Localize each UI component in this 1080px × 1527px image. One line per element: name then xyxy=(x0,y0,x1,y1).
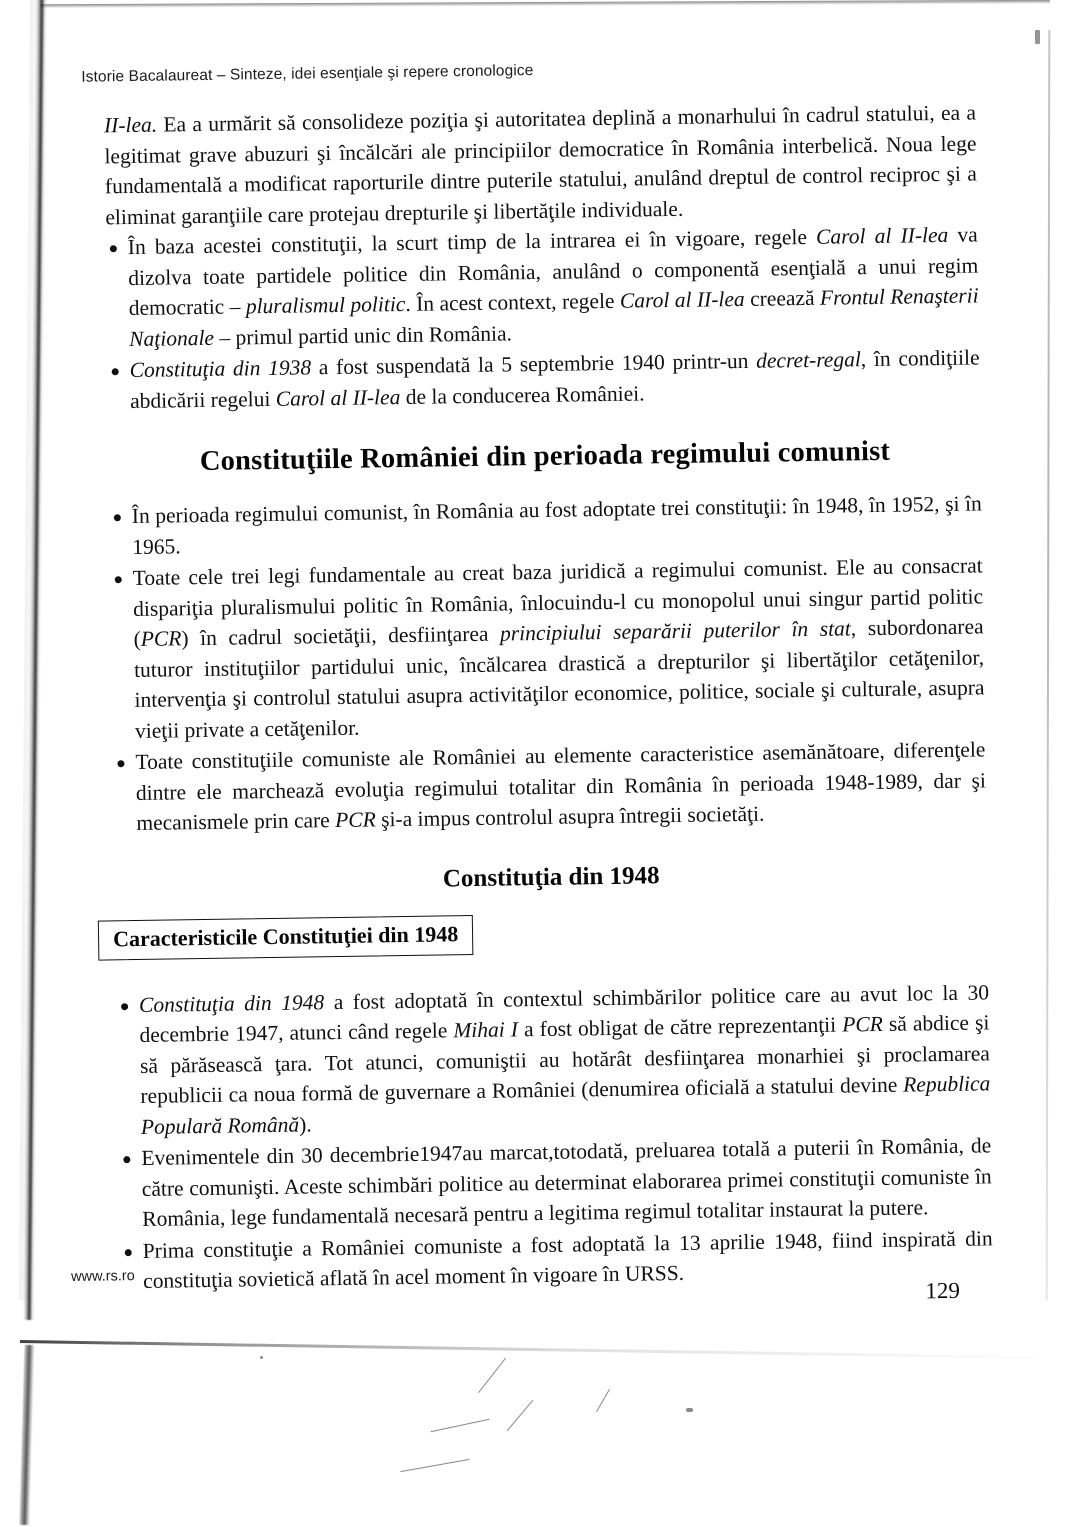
bullet-text: , în condiţiile abdicării regelui xyxy=(129,345,980,413)
bullet-text: În perioada regimului comunist, în România au fost adoptate trei constituţii: în 1948, în 1952, şi în 1965. xyxy=(131,491,982,559)
intro-text: Ea a urmărit să consolideze poziţia şi autoritatea deplină a monarhului în cadrul statului, ea a legitimat grave abuzuri şi încălcări ale principiilor democratice în România interbelică. Noua lege fundamentală a modificat raporturile dintre puterile statului, anulând dreptul de control reciproc şi a eliminat garanţiile care protejau drepturile şi libertăţile individuale. xyxy=(104,100,978,229)
bullet-text: a fost suspendată la 5 septembrie 1940 printr-un xyxy=(310,348,757,380)
bullet-text: să abdice şi să părăsească ţara. Tot atunci, comuniştii au hotărât desfiinţarea monarhiei şi proclamarea republicii ca noua formă de guvernare a României (denumirea oficială a statului devine xyxy=(139,1010,991,1108)
bullet-text: ) în cadrul societăţii, desfiinţarea xyxy=(181,621,501,651)
bullet-text: Prima constituţie a României comuniste a fost adoptată la 13 aprilie 1948, fiind inspirată din constituţia sovietică aflată în acel moment în vigoare în URSS. xyxy=(142,1225,993,1293)
list-item xyxy=(120,1223,993,1297)
list-item xyxy=(113,734,986,838)
bullet-italic: Mihai I xyxy=(453,1017,519,1043)
bullet-italic: decret-regal xyxy=(755,347,862,373)
bullet-list-top xyxy=(106,219,981,416)
bullet-italic: PCR xyxy=(842,1011,884,1037)
bullet-italic: principiului separării puterilor în stat xyxy=(499,616,851,646)
bullet-italic: Carol al II-lea xyxy=(619,286,745,313)
bullet-italic: Republica Populară Română xyxy=(140,1071,991,1139)
bullet-text: Toate constituţiile comuniste ale României au elemente caracteristice asemănătoare, diferenţele dintre ele marchează evoluţia regimului totalitar din România în perioada 1948-1989, dar şi mecanismele prin care xyxy=(135,737,987,836)
sub-title: Constituţia din 1948 xyxy=(442,861,660,892)
footer-url: www.rs.ro xyxy=(70,1268,135,1286)
bullet-text: Evenimentele din 30 decembrie1947au marcat,totodată, preluarea totală a puterii în România, de către comunişti. Aceste schimbări politice au determinat elaborarea primei constituţii comuniste în România, lege fundamentală necesară pentru a legitima regimul totalitar instaurat la putere. xyxy=(141,1133,992,1231)
boxed-label: Caracteristicile Constituţiei din 1948 xyxy=(98,915,474,961)
bullet-italic: Constituţia din 1938 xyxy=(129,355,312,383)
bullet-italic: pluralismul politic xyxy=(245,291,406,319)
bullet-text: În baza acestei constituţii, la scurt timp de la intrarea ei în vigoare, regele xyxy=(127,224,817,260)
bullet-list-communist xyxy=(110,488,987,838)
section-title: Constituţiile României din perioada regimului comunist xyxy=(199,435,891,478)
bullet-text: , subordonarea tuturor instituţiilor partidului unic, încălcarea drastică a drepturilor şi libertăţilor cetăţenilor, intervenţia şi controlul statului asupra activităţilor economice, politice, sociale şi culturale, asupra vieţii private a cetăţenilor. xyxy=(133,614,985,743)
bullet-text: de la conducerea României. xyxy=(400,380,645,409)
bullet-list-1948 xyxy=(117,977,993,1297)
running-head: Istorie Bacalaureat – Sinteze, idei esenţiale şi repere cronologice xyxy=(81,62,534,86)
bullet-text: a fost adoptată în contextul schimbărilor politice care au avut loc la 30 decembrie 1947, atunci când regele xyxy=(139,979,990,1047)
intro-paragraph xyxy=(104,97,978,232)
list-item xyxy=(111,550,986,746)
text-column xyxy=(104,97,994,1297)
list-item xyxy=(119,1130,992,1234)
bullet-italic: PCR xyxy=(334,807,376,833)
list-item xyxy=(107,342,980,416)
bullet-text: va dizolva toate partidele politice din România, anulând o componentă esenţială a unui regim democratic – xyxy=(128,222,979,321)
intro-lead-italic: II-lea. xyxy=(103,112,158,138)
bullet-italic: Carol al II-lea xyxy=(275,384,401,411)
list-item xyxy=(110,488,983,562)
bullet-text: – primul partid unic din România. xyxy=(213,320,513,350)
list-item xyxy=(106,219,980,354)
bullet-text: . În acest context, regele xyxy=(405,288,621,316)
bullet-text: creează xyxy=(744,285,821,311)
page-number: 129 xyxy=(925,1277,961,1304)
bullet-italic: Constituţia din 1948 xyxy=(138,989,325,1017)
bullet-italic: Carol al II-lea xyxy=(815,222,949,249)
bullet-text: Toate cele trei legi fundamentale au creat baza juridică a regimului comunist. Ele au consacrat dispariţia pluralismului politic în România, înlocuindu-l cu monopolul unui singur partid politic ( xyxy=(132,553,984,652)
bullet-italic: Frontul Renaşterii Naţionale xyxy=(129,283,979,351)
list-item xyxy=(117,977,991,1142)
bullet-text: a fost obligat de către reprezentanţii xyxy=(517,1012,843,1042)
bullet-text: ). xyxy=(298,1111,312,1137)
bullet-italic: PCR xyxy=(140,626,182,651)
bullet-text: şi-a impus controlul asupra întregii societăţi. xyxy=(375,801,765,832)
